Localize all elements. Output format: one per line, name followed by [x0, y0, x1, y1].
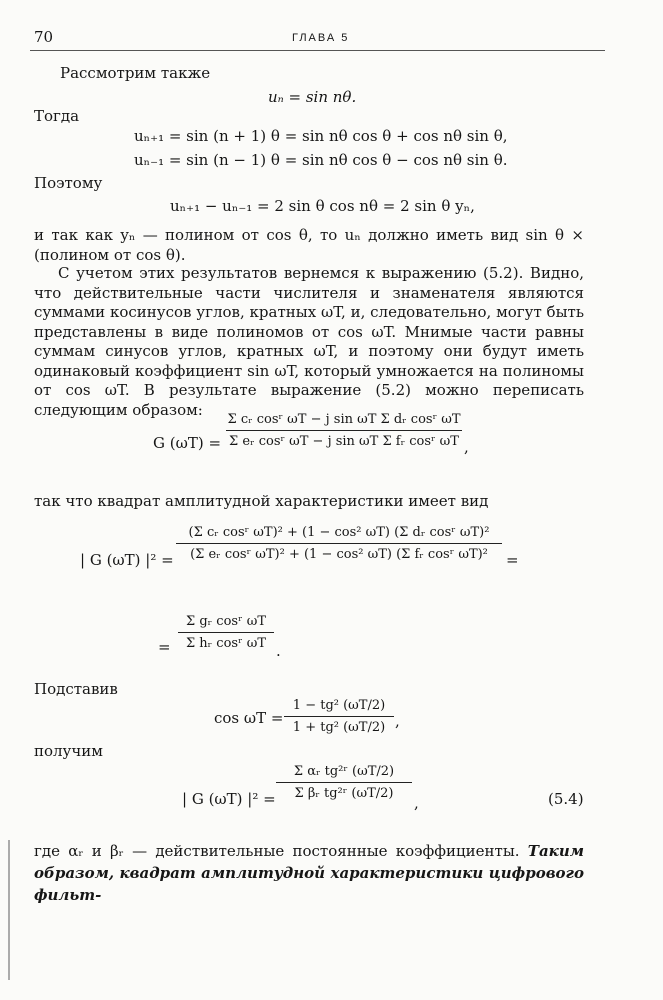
equation-un-minus: uₙ₋₁ = sin (n − 1) θ = sin nθ cos θ − cos nθ sin θ. [134, 151, 508, 169]
paragraph-text: С учетом этих результатов вернемся к выражению (5.2). Видно, что действительные части числителя и знаменателя являются суммами косинусов углов, кратных ωT, и, следовательно, могут быть представлены в виде полиномов от cos ωT. Мнимые части равны суммам синусов углов, кратных ωT, и поэтому они будут иметь одинаковый коэффициент sin ωT, который умножается на полиномы от cos ωT. В результате выражение (5.2) можно переписать следующим образом: [34, 264, 584, 419]
equation-un: uₙ = sin nθ. [268, 88, 357, 106]
eq4-tail: , [414, 794, 419, 812]
eq3-fraction [284, 698, 394, 735]
eq2-tail: = [506, 551, 519, 569]
text-therefore: Поэтому [34, 174, 103, 192]
eq2-second-fraction [178, 614, 274, 651]
eq3-denominator: 1 + tg² (ωT/2) [292, 720, 386, 735]
fraction-bar [276, 782, 412, 783]
fraction-bar [284, 716, 394, 717]
final-paragraph [34, 840, 584, 906]
eq2-second-denominator: Σ hᵣ cosʳ ωT [185, 636, 267, 651]
eq4-lhs: | G (ωT) |² = [182, 790, 276, 808]
since-line: и так как yₙ — полином от cos θ, то uₙ должно иметь вид sin θ × (полином от cos θ). [34, 226, 584, 264]
fraction-bar [226, 430, 462, 431]
eq1-tail: , [464, 438, 469, 456]
final-plain-text: где αᵣ и βᵣ — действительные постоянные коэффициенты. [34, 842, 520, 860]
eq1-lhs: G (ωT) = [153, 434, 222, 452]
eq2-period: . [276, 642, 281, 660]
eq3-lhs: cos ωT = [214, 709, 284, 727]
text-so-that: так что квадрат амплитудной характеристики имеет вид [34, 492, 489, 510]
eq1-fraction [226, 412, 462, 449]
eq2-equals: = [158, 638, 171, 656]
body-paragraph [34, 264, 584, 420]
equation-difference: uₙ₊₁ − uₙ₋₁ = 2 sin θ cos nθ = 2 sin θ yₙ, [170, 197, 475, 215]
fraction-bar [176, 543, 502, 544]
final-italic-text: Таким образом, квадрат амплитудной характеристики цифрового фильт- [34, 842, 584, 904]
running-header: ГЛАВА 5 [292, 32, 350, 44]
eq4-fraction [276, 764, 412, 801]
equation-un-plus: uₙ₊₁ = sin (n + 1) θ = sin nθ cos θ + cos nθ sin θ, [134, 127, 508, 145]
eq4-denominator: Σ βᵣ tg²ʳ (ωT/2) [294, 786, 394, 801]
eq2-numerator: (Σ cᵣ cosʳ ωT)² + (1 − cos² ωT) (Σ dᵣ cosʳ ωT)² [188, 525, 490, 540]
text-substituting: Подставив [34, 680, 118, 698]
page-number: 70 [34, 28, 54, 46]
eq2-second-numerator: Σ gᵣ cosʳ ωT [186, 614, 266, 629]
eq1-numerator: Σ cᵣ cosʳ ωT − j sin ωT Σ dᵣ cosʳ ωT [227, 412, 461, 427]
eq1-denominator: Σ eᵣ cosʳ ωT − j sin ωT Σ fᵣ cosʳ ωT [229, 434, 459, 449]
text-since [34, 226, 584, 265]
text-consider: Рассмотрим также [60, 64, 211, 82]
fraction-bar [178, 632, 274, 633]
text-then: Тогда [34, 107, 80, 125]
eq2-lhs: | G (ωT) |² = [80, 551, 174, 569]
scan-margin-mark [8, 840, 10, 980]
eq2-denominator: (Σ eᵣ cosʳ ωT)² + (1 − cos² ωT) (Σ fᵣ cosʳ ωT)² [190, 547, 488, 562]
eq4-numerator: Σ αᵣ tg²ʳ (ωT/2) [293, 764, 395, 779]
text-we-get: получим [34, 742, 103, 760]
equation-number: (5.4) [548, 790, 584, 808]
eq3-numerator: 1 − tg² (ωT/2) [292, 698, 386, 713]
eq2-fraction [176, 525, 502, 562]
header-rule [30, 50, 605, 51]
eq3-tail: , [395, 712, 400, 730]
